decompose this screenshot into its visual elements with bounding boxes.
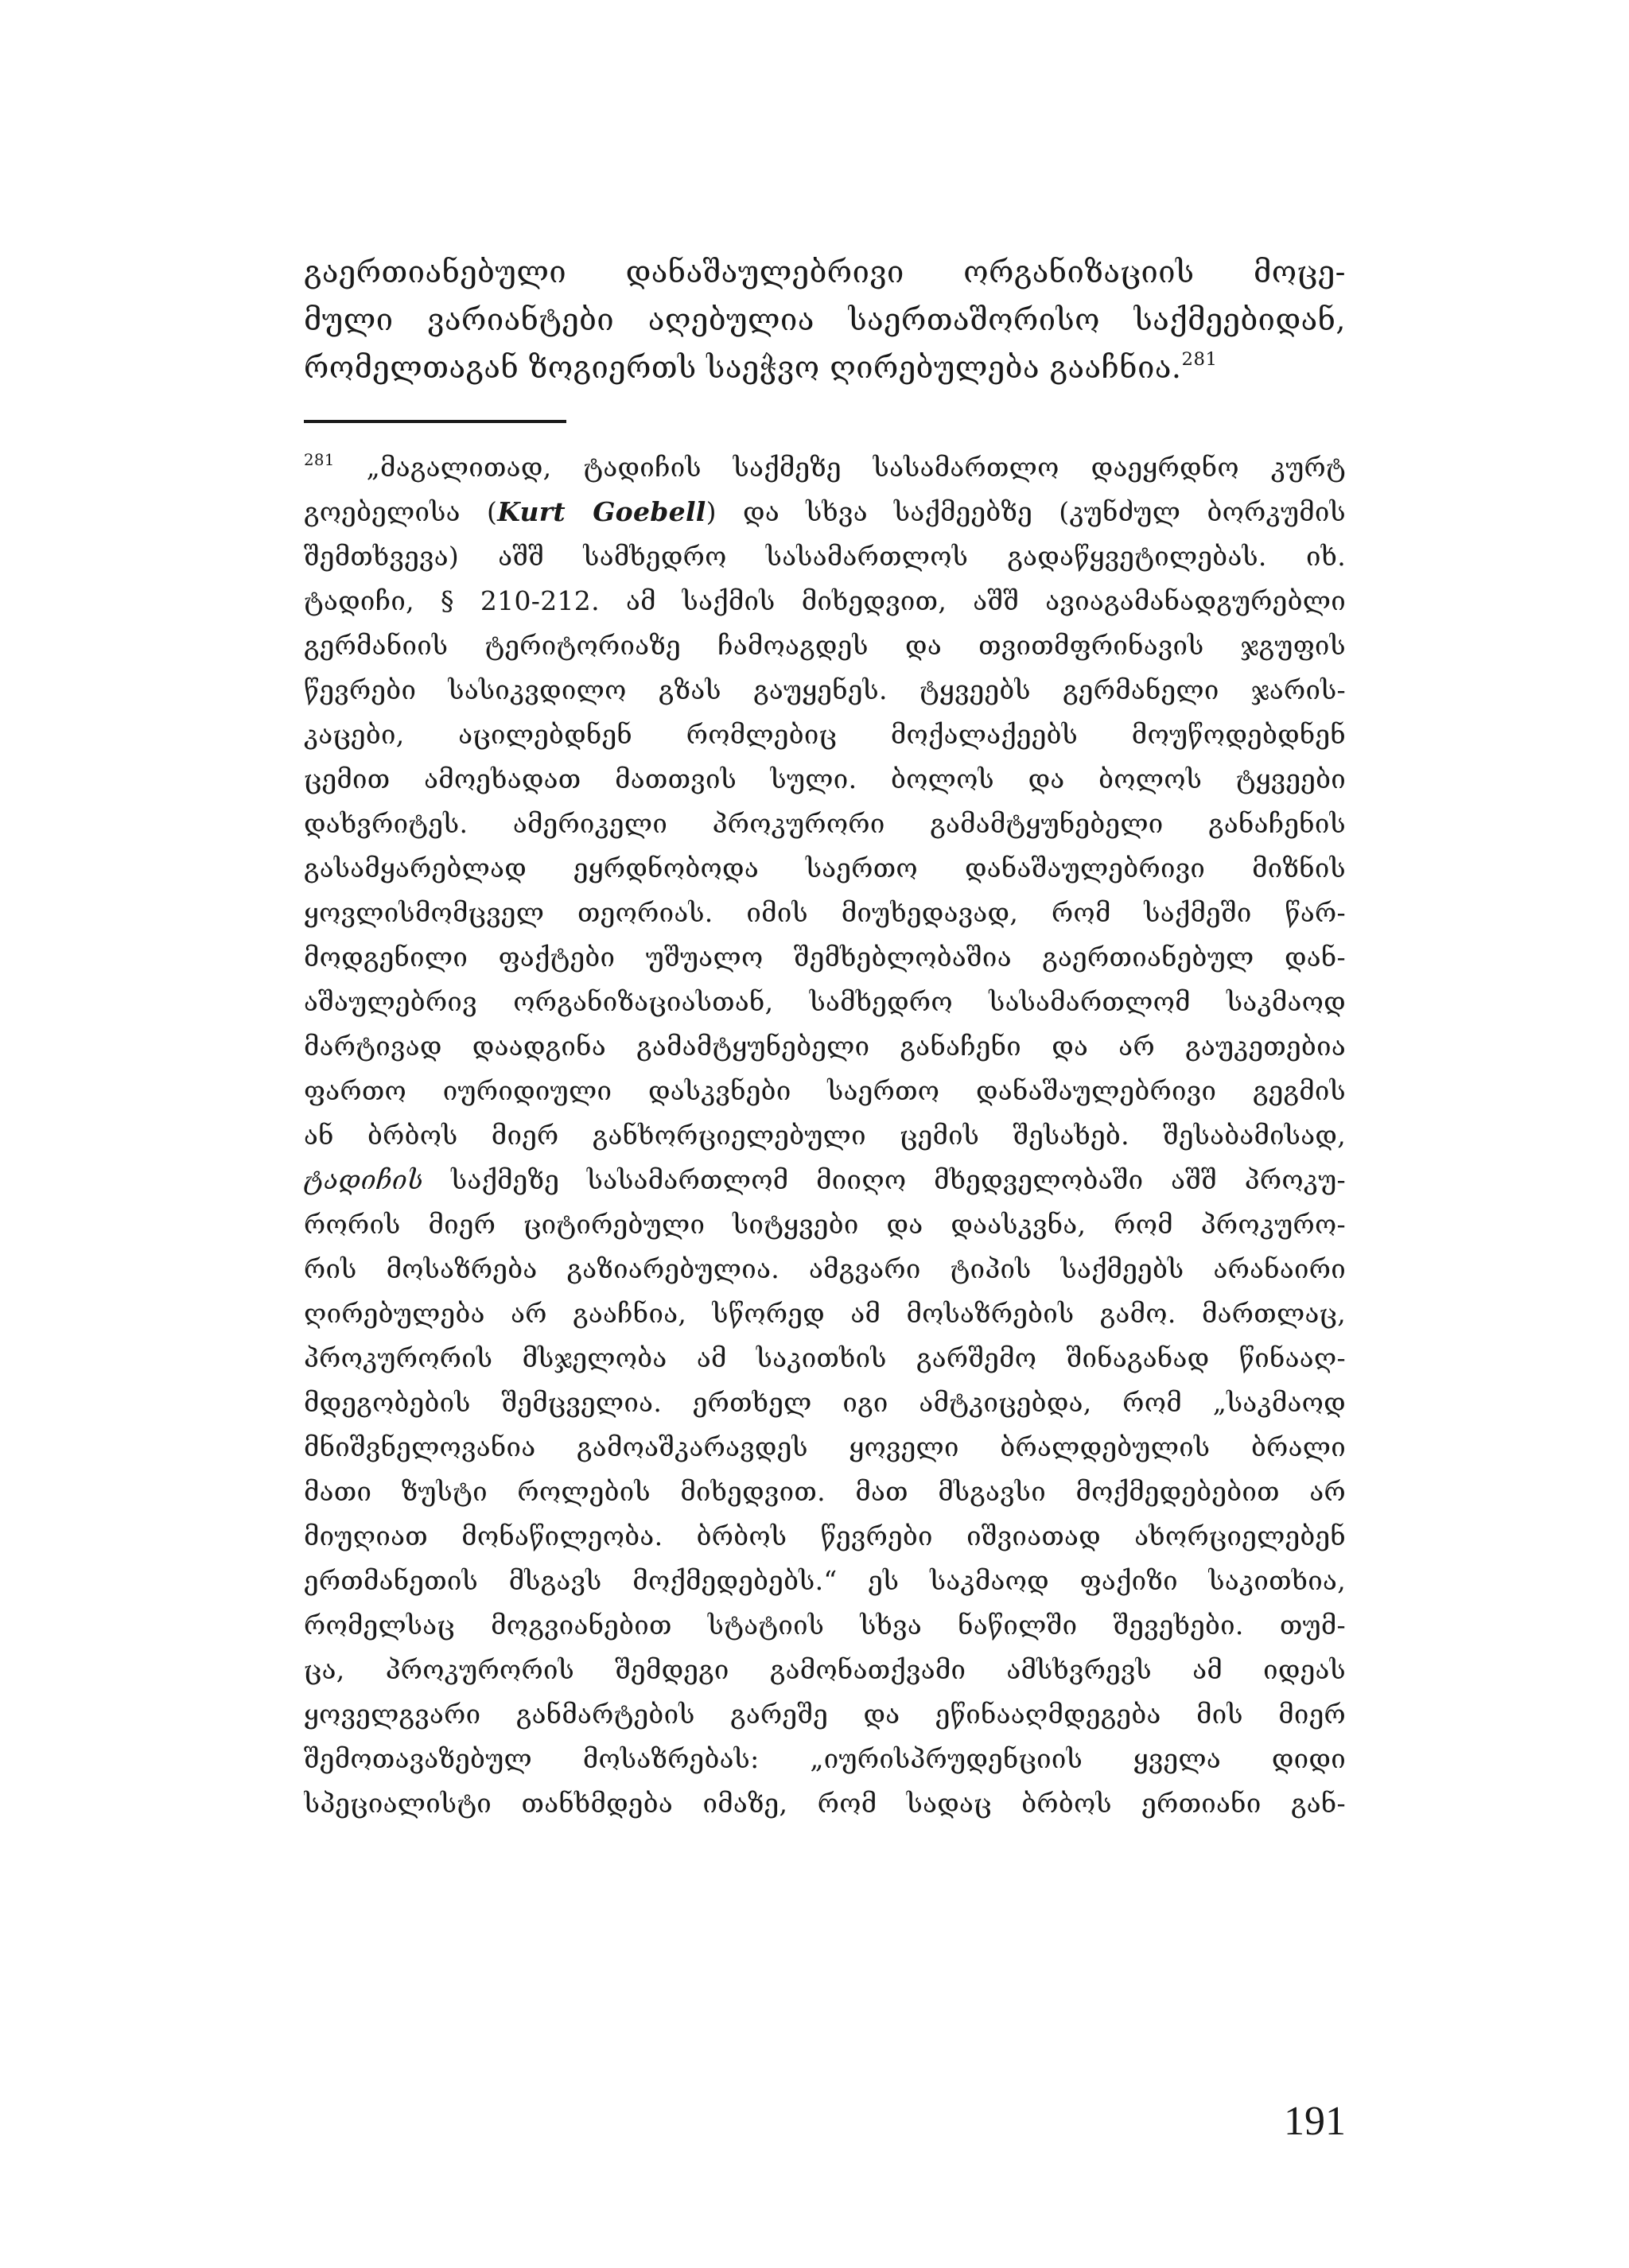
footnote-line-1-text: „მაგალითად, ტადიჩის საქმეზე სასამართლო დაეყრდნო კურტ	[366, 452, 1346, 483]
footnote-line-6: წევრები სასიკვდილო გზას გაუყენეს. ტყვეებს გერმანელი ჯარის-	[304, 674, 1346, 705]
footnote-line-24: მათი ზუსტი როლების მიხედვით. მათ მსგავსი მოქმედებებით არ	[304, 1476, 1346, 1507]
footnote-line-25: მიუღიათ მონაწილეობა. ბრბოს წევრები იშვიათად ახორციელებენ	[304, 1520, 1346, 1551]
footnote-line-20: ღირებულება არ გააჩნია, სწორედ ამ მოსაზრების გამო. მართლაც,	[304, 1298, 1346, 1329]
body-text-line-2: მული ვარიანტები აღებულია საერთაშორისო საქმეებიდან,	[304, 302, 1346, 337]
footnote-line-4: ტადიჩი, § 210-212. ამ საქმის მიხედვით, აშშ ავიაგამანადგურებლი	[304, 585, 1346, 616]
body-text-line-3-text: რომელთაგან ზოგიერთს საეჭვო ღირებულება გააჩნია.	[304, 350, 1182, 385]
footnote-line-2-pre: გოებელისა (	[304, 496, 498, 527]
body-text-line-1: გაერთიანებული დანაშაულებრივი ორგანიზაციის მოცე-	[304, 254, 1346, 289]
body-text-line-3	[304, 345, 1346, 394]
footnote-line-31: სპეციალისტი თანხმდება იმაზე, რომ სადაც ბრბოს ერთიანი გან-	[304, 1788, 1346, 1819]
footnote-line-18: რორის მიერ ციტირებული სიტყვები და დაასკვნა, რომ პროკურო-	[304, 1209, 1346, 1240]
footnote-line-26: ერთმანეთის მსგავს მოქმედებებს.“ ეს საკმაოდ ფაქიზი საკითხია,	[304, 1565, 1346, 1596]
footnote-line-28: ცა, პროკურორის შემდეგი გამონათქვამი ამსხვრევს ამ იდეას	[304, 1654, 1346, 1685]
page-number: 191	[1284, 2099, 1346, 2144]
footnote-line-10: გასამყარებლად ეყრდნობოდა საერთო დანაშაულებრივი მიზნის	[304, 852, 1346, 884]
footnote-line-21: პროკურორის მსჯელობა ამ საკითხის გარშემო შინაგანად წინააღ-	[304, 1342, 1346, 1373]
footnote-line-12: მოდგენილი ფაქტები უშუალო შემხებლობაშია გაერთიანებულ დან-	[304, 942, 1346, 973]
footnote-line-8: ცემით ამოეხადათ მათთვის სული. ბოლოს და ბოლოს ტყვეები	[304, 763, 1346, 794]
footnote-line-17-rest: საქმეზე სასამართლომ მიიღო მხედველობაში აშშ პროკუ-	[423, 1164, 1346, 1195]
footnote-line-2-post: ) და სხვა საქმეებზე (კუნძულ ბორკუმის	[706, 496, 1346, 527]
footnote-number: 281	[304, 451, 335, 470]
footnote-line-1	[304, 449, 1346, 493]
footnote-line-14: მარტივად დაადგინა გამამტყუნებელი განაჩენი და არ გაუკეთებია	[304, 1031, 1346, 1062]
footnote-line-30: შემოთავაზებულ მოსაზრებას: „იურისპრუდენციის ყველა დიდი	[304, 1743, 1346, 1774]
footnote-line-3: შემთხვევა) აშშ სამხედრო სასამართლოს გადაწყვეტილებას. იხ.	[304, 541, 1346, 572]
footnote-latin-name: Kurt Goebell	[497, 496, 706, 527]
footnote-line-16: ან ბრბოს მიერ განხორციელებული ცემის შესახებ. შესაბამისად,	[304, 1120, 1346, 1151]
footnote-line-19: რის მოსაზრება გაზიარებულია. ამგვარი ტიპის საქმეებს არანაირი	[304, 1253, 1346, 1284]
footnote-separator	[304, 420, 566, 423]
footnote-line-11: ყოვლისმომცველ თეორიას. იმის მიუხედავად, რომ საქმეში წარ-	[304, 897, 1346, 928]
footnote-line-23: მნიშვნელოვანია გამოაშკარავდეს ყოველი ბრალდებულის ბრალი	[304, 1431, 1346, 1462]
footnote-reference: 281	[1181, 349, 1218, 371]
footnote-line-27: რომელსაც მოგვიანებით სტატიის სხვა ნაწილში შევეხები. თუმ-	[304, 1610, 1346, 1641]
footnote-line-9: დახვრიტეს. ამერიკელი პროკურორი გამამტყუნებელი განაჩენის	[304, 808, 1346, 839]
footnote-line-29: ყოველგვარი განმარტების გარეშე და ეწინააღმდეგება მის მიერ	[304, 1699, 1346, 1730]
footnote-line-2	[304, 493, 1346, 538]
footnote-line-15: ფართო იურიდიული დასკვნები საერთო დანაშაულებრივი გეგმის	[304, 1075, 1346, 1106]
footnote-line-17	[304, 1161, 1346, 1206]
footnote-line-7: კაცები, აცილებდნენ რომლებიც მოქალაქეებს მოუწოდებდნენ	[304, 719, 1346, 750]
footnote-line-13: აშაულებრივ ორგანიზაციასთან, სამხედრო სასამართლომ საკმაოდ	[304, 986, 1346, 1017]
footnote-line-5: გერმანიის ტერიტორიაზე ჩამოაგდეს და თვითმფრინავის ჯგუფის	[304, 630, 1346, 661]
footnote-italic-case-name: ტადიჩის	[304, 1164, 424, 1195]
footnote-line-22: მდეგობების შემცველია. ერთხელ იგი ამტკიცებდა, რომ „საკმაოდ	[304, 1387, 1346, 1418]
